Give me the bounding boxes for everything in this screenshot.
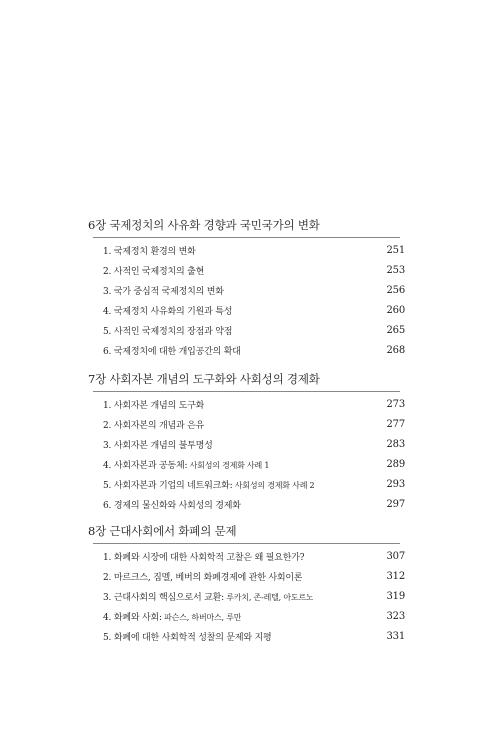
divider bbox=[93, 543, 400, 544]
entry-label-sub: 사회성의 경제화 사례 2 bbox=[232, 480, 315, 490]
entry-label: 1. 화폐와 시장에 대한 사회학적 고찰은 왜 필요한가? bbox=[103, 552, 305, 563]
entry-label: 2. 마르크스, 짐멜, 베버의 화폐경제에 관한 사회이론 bbox=[103, 572, 303, 583]
toc-entry[interactable] bbox=[88, 606, 405, 626]
chapter-8 bbox=[88, 522, 405, 646]
toc-entry[interactable] bbox=[88, 474, 405, 494]
toc-entry[interactable] bbox=[88, 454, 405, 474]
page-number: 256 bbox=[386, 284, 405, 296]
chapter-title: 7장 사회자본 개념의 도구화와 사회성의 경제화 bbox=[88, 372, 320, 386]
page-number: 297 bbox=[386, 498, 405, 510]
toc-entry[interactable] bbox=[88, 260, 405, 280]
entry-label: 2. 사회자본의 개념과 은유 bbox=[103, 420, 205, 431]
entry-label-main: 5. 사회자본과 기업의 네트워크화: bbox=[103, 480, 233, 491]
toc-entry[interactable] bbox=[88, 626, 405, 646]
page-number: 260 bbox=[386, 304, 405, 316]
page-number: 323 bbox=[386, 610, 405, 622]
toc-entry[interactable] bbox=[88, 240, 405, 260]
chapter-entries bbox=[88, 240, 405, 360]
toc-entry[interactable] bbox=[88, 300, 405, 320]
toc-entry[interactable] bbox=[88, 394, 405, 414]
entry-label-sub: 파슨스, 하버마스, 루만 bbox=[161, 612, 242, 622]
entry-label bbox=[103, 590, 313, 603]
chapter-7 bbox=[88, 370, 405, 514]
page-number: 319 bbox=[386, 590, 405, 602]
chapter-title: 6장 국제정치의 사유화 경향과 국민국가의 변화 bbox=[88, 218, 320, 232]
chapter-title: 8장 근대사회에서 화폐의 문제 bbox=[88, 524, 237, 538]
chapter-6 bbox=[88, 216, 405, 360]
entry-label: 3. 사회자본 개념의 불투명성 bbox=[103, 440, 213, 451]
toc-entry[interactable] bbox=[88, 434, 405, 454]
page-number: 253 bbox=[386, 264, 405, 276]
toc-entry[interactable] bbox=[88, 566, 405, 586]
page-number: 283 bbox=[386, 438, 405, 450]
entry-label bbox=[103, 610, 241, 623]
page-number: 312 bbox=[386, 570, 405, 582]
page-number: 265 bbox=[386, 324, 405, 336]
entry-label: 6. 국제정치에 대한 개입공간의 확대 bbox=[103, 346, 241, 357]
entry-label-main: 4. 화폐와 사회: bbox=[103, 612, 162, 623]
entry-label: 1. 국제정치 환경의 변화 bbox=[103, 246, 196, 257]
entry-label: 5. 사적인 국제정치의 장점과 약점 bbox=[103, 326, 233, 337]
divider bbox=[93, 391, 400, 392]
toc-entry[interactable] bbox=[88, 546, 405, 566]
page-number: 251 bbox=[386, 244, 405, 256]
entry-label: 4. 국제정치 사유화의 기원과 특성 bbox=[103, 306, 233, 317]
entry-label bbox=[103, 478, 314, 491]
page-number: 273 bbox=[386, 398, 405, 410]
entry-label-sub: 루카치, 존-레텔, 아도르노 bbox=[223, 592, 314, 602]
entry-label: 1. 사회자본 개념의 도구화 bbox=[103, 400, 205, 411]
toc-entry[interactable] bbox=[88, 586, 405, 606]
toc-entry[interactable] bbox=[88, 340, 405, 360]
entry-label: 5. 화폐에 대한 사회학적 성찰의 문제와 지평 bbox=[103, 632, 272, 643]
page-number: 293 bbox=[386, 478, 405, 490]
entry-label-main: 4. 사회자본과 공동체: bbox=[103, 460, 188, 471]
chapter-entries bbox=[88, 546, 405, 646]
toc-entry[interactable] bbox=[88, 414, 405, 434]
toc-entry[interactable] bbox=[88, 320, 405, 340]
page-number: 307 bbox=[386, 550, 405, 562]
entry-label-sub: 사회성의 경제화 사례 1 bbox=[187, 460, 270, 470]
page-number: 331 bbox=[386, 630, 405, 642]
entry-label: 2. 사적인 국제정치의 출현 bbox=[103, 266, 205, 277]
page-number: 277 bbox=[386, 418, 405, 430]
entry-label: 3. 국가 중심적 국제정치의 변화 bbox=[103, 286, 224, 297]
page-number: 268 bbox=[386, 344, 405, 356]
toc-entry[interactable] bbox=[88, 494, 405, 514]
chapter-entries bbox=[88, 394, 405, 514]
entry-label-main: 3. 근대사회의 핵심으로서 교환: bbox=[103, 592, 224, 603]
entry-label: 6. 경제의 물신화와 사회성의 경제화 bbox=[103, 500, 241, 511]
page-number: 289 bbox=[386, 458, 405, 470]
entry-label bbox=[103, 458, 269, 471]
toc-entry[interactable] bbox=[88, 280, 405, 300]
divider bbox=[93, 237, 400, 238]
